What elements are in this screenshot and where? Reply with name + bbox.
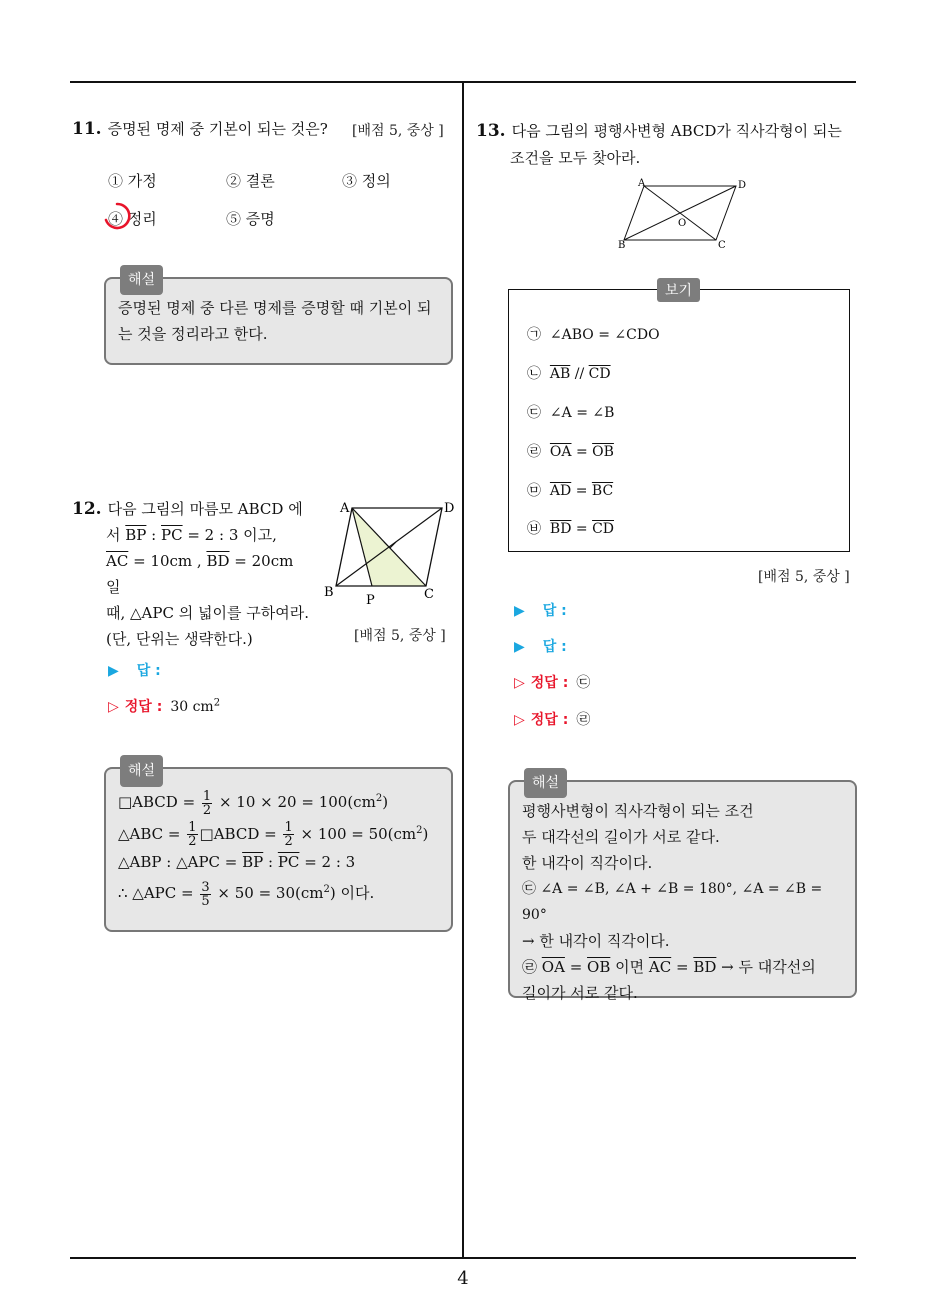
q11-option-2[interactable]: ② 결론 xyxy=(226,172,275,190)
play-arrow-icon: ▶ xyxy=(108,663,119,679)
outline-arrow-icon: ▷ xyxy=(108,699,119,715)
q13-explanation-line-4: ㉢ ∠A = ∠B, ∠A + ∠B = 180°, ∠A = ∠B = 90° xyxy=(522,881,823,923)
q12-meta: [배점 5, 중상 ] xyxy=(354,628,446,644)
q12-explanation-line-1: □ABCD = $\frac{1}{2}$ × $10 \times 20 = 100(cm^2)$ xyxy=(118,788,389,818)
q13-explanation-line-5: → 한 내각이 직각이다. xyxy=(522,932,670,950)
q12-line-1: 다음 그림의 마름모 ABCD 에 xyxy=(107,500,303,518)
q12-explanation-box xyxy=(104,763,453,932)
q13-number: 13. xyxy=(476,121,506,141)
q13-explanation-line-2: 두 대각선의 길이가 서로 같다. xyxy=(522,828,720,846)
q13-bogi-box xyxy=(508,283,850,552)
q13-question xyxy=(476,118,860,172)
q11-option-3[interactable]: ③ 정의 xyxy=(342,172,391,190)
q13-line-2: 조건을 모두 찾아라. xyxy=(510,149,641,167)
q12-correct-row xyxy=(108,696,220,716)
q13-bogi-item: ㉢ ∠A = ∠B xyxy=(527,405,615,421)
q13-bogi-tag: 보기 xyxy=(657,278,700,302)
q12-rhombus-diagram xyxy=(318,496,460,608)
q13-meta: [배점 5, 중상 ] xyxy=(758,569,850,585)
q12-number: 12. xyxy=(72,499,102,519)
q11-explanation-tag: 해설 xyxy=(120,265,163,295)
q12-line-5: (단, 단위는 생략한다.) xyxy=(106,630,253,648)
q12-correct-value: 30 $cm^2$ xyxy=(170,697,221,715)
q13-bogi-item: ㉣ $\overline{OA} = \overline{OB}$ xyxy=(527,444,614,460)
q11-explanation-line-2: 는 것을 정리라고 한다. xyxy=(118,325,268,343)
q12-explanation-tag: 해설 xyxy=(120,755,163,787)
q12-label-p: P xyxy=(366,593,375,608)
q13-correct-row-2: ▷ 정답 : ㉣ xyxy=(514,712,591,728)
q11-explanation-line-1: 증명된 명제 중 다른 명제를 증명할 때 기본이 되 xyxy=(118,299,432,317)
q13-answer-row-1: ▶ 답 : xyxy=(514,603,567,619)
q12-label-b: B xyxy=(324,585,334,600)
q13-line-1: 다음 그림의 평행사변형 ABCD가 직사각형이 되는 xyxy=(511,122,842,140)
q12-question xyxy=(72,496,312,652)
q12-label-a: A xyxy=(340,501,350,516)
q13-explanation-tag: 해설 xyxy=(524,768,567,798)
q13-bogi-item: ㉠ ∠ABO = ∠CDO xyxy=(527,327,660,343)
q12-explanation-line-3: △ABP : △APC = $\overline{BP}$ : $\overline{PC} = 2$ : 3 xyxy=(118,853,356,871)
q13-parallelogram-diagram xyxy=(612,176,762,252)
q11-option-4[interactable]: ④ 정리 xyxy=(108,210,157,228)
q13-explanation-line-3: 한 내각이 직각이다. xyxy=(522,854,653,872)
q12-line-2: 서 $\overline{BP}$ : $\overline{PC} = 2$ : 3 이고, xyxy=(106,526,277,544)
q12-line-3: $\overline{AC} = 10cm$ , $\overline{BD} = 20cm$ 일 xyxy=(106,552,294,596)
outline-arrow-icon: ▷ xyxy=(514,675,525,691)
q11-option-5[interactable]: ⑤ 증명 xyxy=(226,210,275,228)
selected-answer-circle-icon xyxy=(101,200,133,232)
q13-answer-row-2: ▶ 답 : xyxy=(514,639,567,655)
q12-explanation-line-4: ∴ △APC = $\frac{3}{5}$ × $50 = 30(cm^2)$ 이다. xyxy=(118,879,375,909)
q13-explanation-line-6: ㉣ $\overline{OA} = \overline{OB}$ 이면 $\overline{AC} = \overline{BD}$ → 두 대각선의 xyxy=(522,958,816,976)
q13-label-o: O xyxy=(678,218,687,229)
q11-explanation-box xyxy=(104,272,453,365)
q11-meta: [배점 5, 중상 ] xyxy=(352,123,444,139)
q13-label-b: B xyxy=(618,240,626,251)
q12-explanation-line-2: △ABC = $\frac{1}{2}$ □ABCD = $\frac{1}{2}$ × $100 = 50(cm^2)$ xyxy=(118,820,429,849)
q13-bogi-item: ㉤ $\overline{AD} = \overline{BC}$ xyxy=(527,483,614,499)
column-divider xyxy=(462,82,464,1258)
q12-label-d: D xyxy=(444,501,455,516)
q13-label-d: D xyxy=(738,180,747,191)
q13-explanation-box xyxy=(508,775,857,1002)
q12-label-c: C xyxy=(424,587,434,602)
q13-bogi-item: ㉥ $\overline{BD} = \overline{CD}$ xyxy=(527,521,614,537)
q13-explanation-line-7: 길이가 서로 같다. xyxy=(522,984,638,1002)
q13-label-a: A xyxy=(638,178,646,189)
q11-question xyxy=(72,118,328,139)
play-arrow-icon: ▶ xyxy=(514,603,525,619)
q11-text: 증명된 명제 중 기본이 되는 것은? xyxy=(107,120,328,138)
q12-answer-row xyxy=(108,660,161,680)
play-arrow-icon: ▶ xyxy=(514,639,525,655)
q12-correct-label: 정답 : xyxy=(124,699,163,715)
q12-answer-label: 답 : xyxy=(136,663,161,679)
bottom-rule xyxy=(70,1257,856,1259)
q13-explanation-line-1: 평행사변형이 직사각형이 되는 조건 xyxy=(522,802,754,820)
q12-line-4: 때, △APC 의 넓이를 구하여라. xyxy=(106,604,309,622)
q13-bogi-item: ㉡ $\overline{AB} // \overline{CD}$ xyxy=(527,366,611,382)
q11-number: 11. xyxy=(72,119,102,139)
page-number: 4 xyxy=(457,1268,469,1289)
q11-option-1[interactable]: ① 가정 xyxy=(108,172,157,190)
q13-label-c: C xyxy=(718,240,726,251)
q13-correct-row-1: ▷ 정답 : ㉢ xyxy=(514,675,591,691)
outline-arrow-icon: ▷ xyxy=(514,712,525,728)
